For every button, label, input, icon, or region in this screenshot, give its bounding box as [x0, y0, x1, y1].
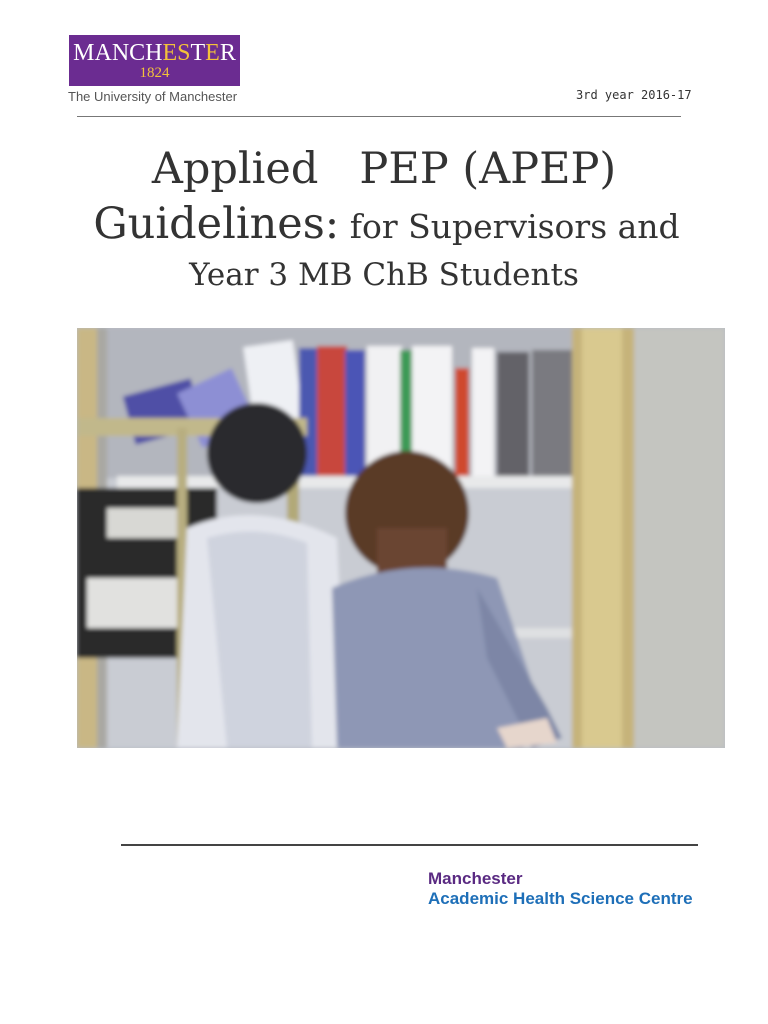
logo-year: 1824: [139, 65, 170, 81]
footer-logo-line-2: Academic Health Science Centre: [428, 889, 693, 908]
cover-photo-illustration: [77, 328, 725, 748]
title-line-3: Year 3 MB ChB Students: [189, 257, 579, 293]
year-label: 3rd year 2016-17: [576, 88, 692, 102]
bottom-divider: [121, 844, 698, 846]
title-line-1: Applied PEP (APEP): [151, 144, 617, 194]
university-logo: [69, 35, 240, 86]
footer-logo: [428, 869, 693, 909]
cover-photo: [77, 328, 725, 748]
title-line-2: Guidelines: for Supervisors and: [93, 199, 680, 249]
logo-wordmark: MANCHESTER: [73, 40, 236, 66]
footer-logo-line-1: Manchester: [428, 869, 523, 888]
university-name: The University of Manchester: [68, 89, 238, 104]
top-divider: [77, 116, 681, 117]
document-title: [0, 142, 768, 295]
